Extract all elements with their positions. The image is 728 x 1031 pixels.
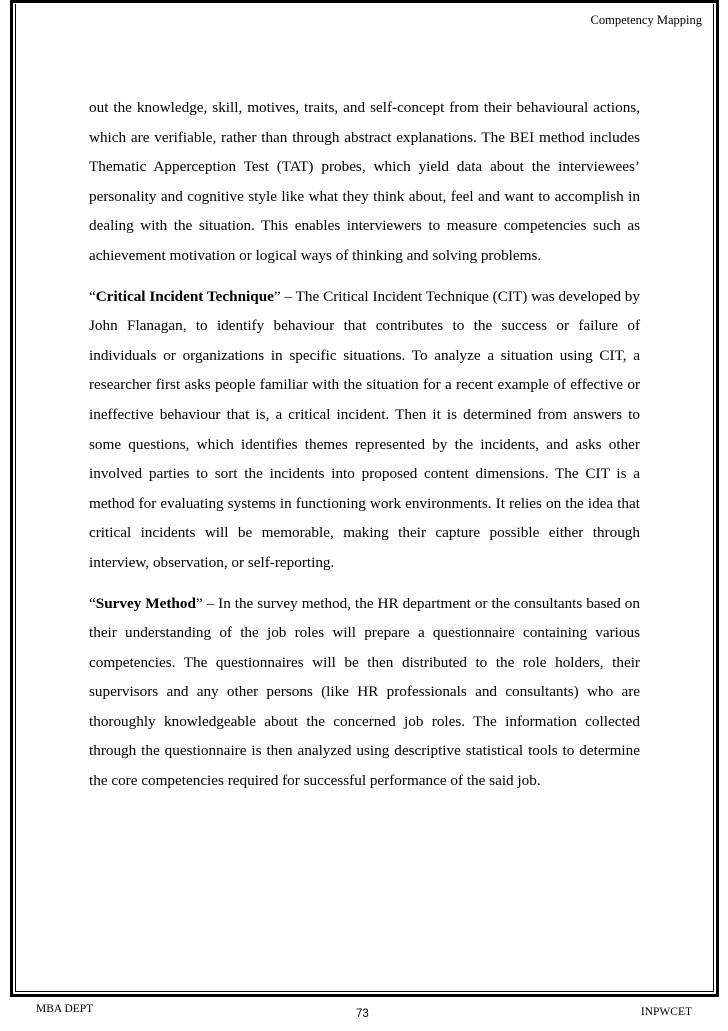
open-quote: “ bbox=[89, 287, 96, 305]
paragraph-critical-incident bbox=[89, 282, 640, 578]
footer-institution: INPWCET bbox=[640, 1006, 692, 1018]
running-header: Competency Mapping bbox=[590, 13, 702, 27]
term-critical-incident-technique: Critical Incident Technique bbox=[95, 287, 274, 305]
paragraph-bei: out the knowledge, skill, motives, traits, and self-concept from their behavioural actions, which are verifiable, rather than through abstract explanations. The BEI method includes Thematic Apperception Test (TAT) probes, which yield data about the interviewees’ personality and cognitive style like what they think about, feel and want to accomplish in dealing with the situation. This enables interviewers to measure competencies such as achievement motivation or logical ways of thinking and solving problems. bbox=[89, 99, 640, 264]
paragraph-survey-method bbox=[89, 589, 640, 796]
open-quote: “ bbox=[89, 594, 96, 612]
footer-department: MBA DEPT bbox=[36, 1003, 94, 1015]
paragraph-text: ” – The Critical Incident Technique (CIT) was developed by John Flanagan, to identify behaviour that contributes to the success or failure of individuals or organizations in specific situations. To analyze a situation using CIT, a researcher first asks people familiar with the situation for a recent example of effective or ineffective behaviour that is, a critical incident. Then it is determined from answers to some questions, which identifies themes represented by the incidents, and asks other involved parties to sort the incidents into proposed content dimensions. The CIT is a method for evaluating systems in functioning work environments. It relies on the idea that critical incidents will be memorable, making their capture possible either through interview, observation, or self-reporting. bbox=[89, 287, 640, 571]
page-number: 73 bbox=[356, 1008, 369, 1020]
body-text bbox=[89, 93, 640, 807]
paragraph-text: ” – In the survey method, the HR department or the consultants based on their understanding of the job roles will prepare a questionnaire containing various competencies. The questionnaires will be then distributed to the role holders, their supervisors and any other persons (like HR professionals and consultants) who are thoroughly knowledgeable about the concerned job roles. The information collected through the questionnaire is then analyzed using descriptive statistical tools to determine the core competencies required for successful performance of the said job. bbox=[89, 594, 640, 790]
term-survey-method: Survey Method bbox=[95, 594, 196, 612]
